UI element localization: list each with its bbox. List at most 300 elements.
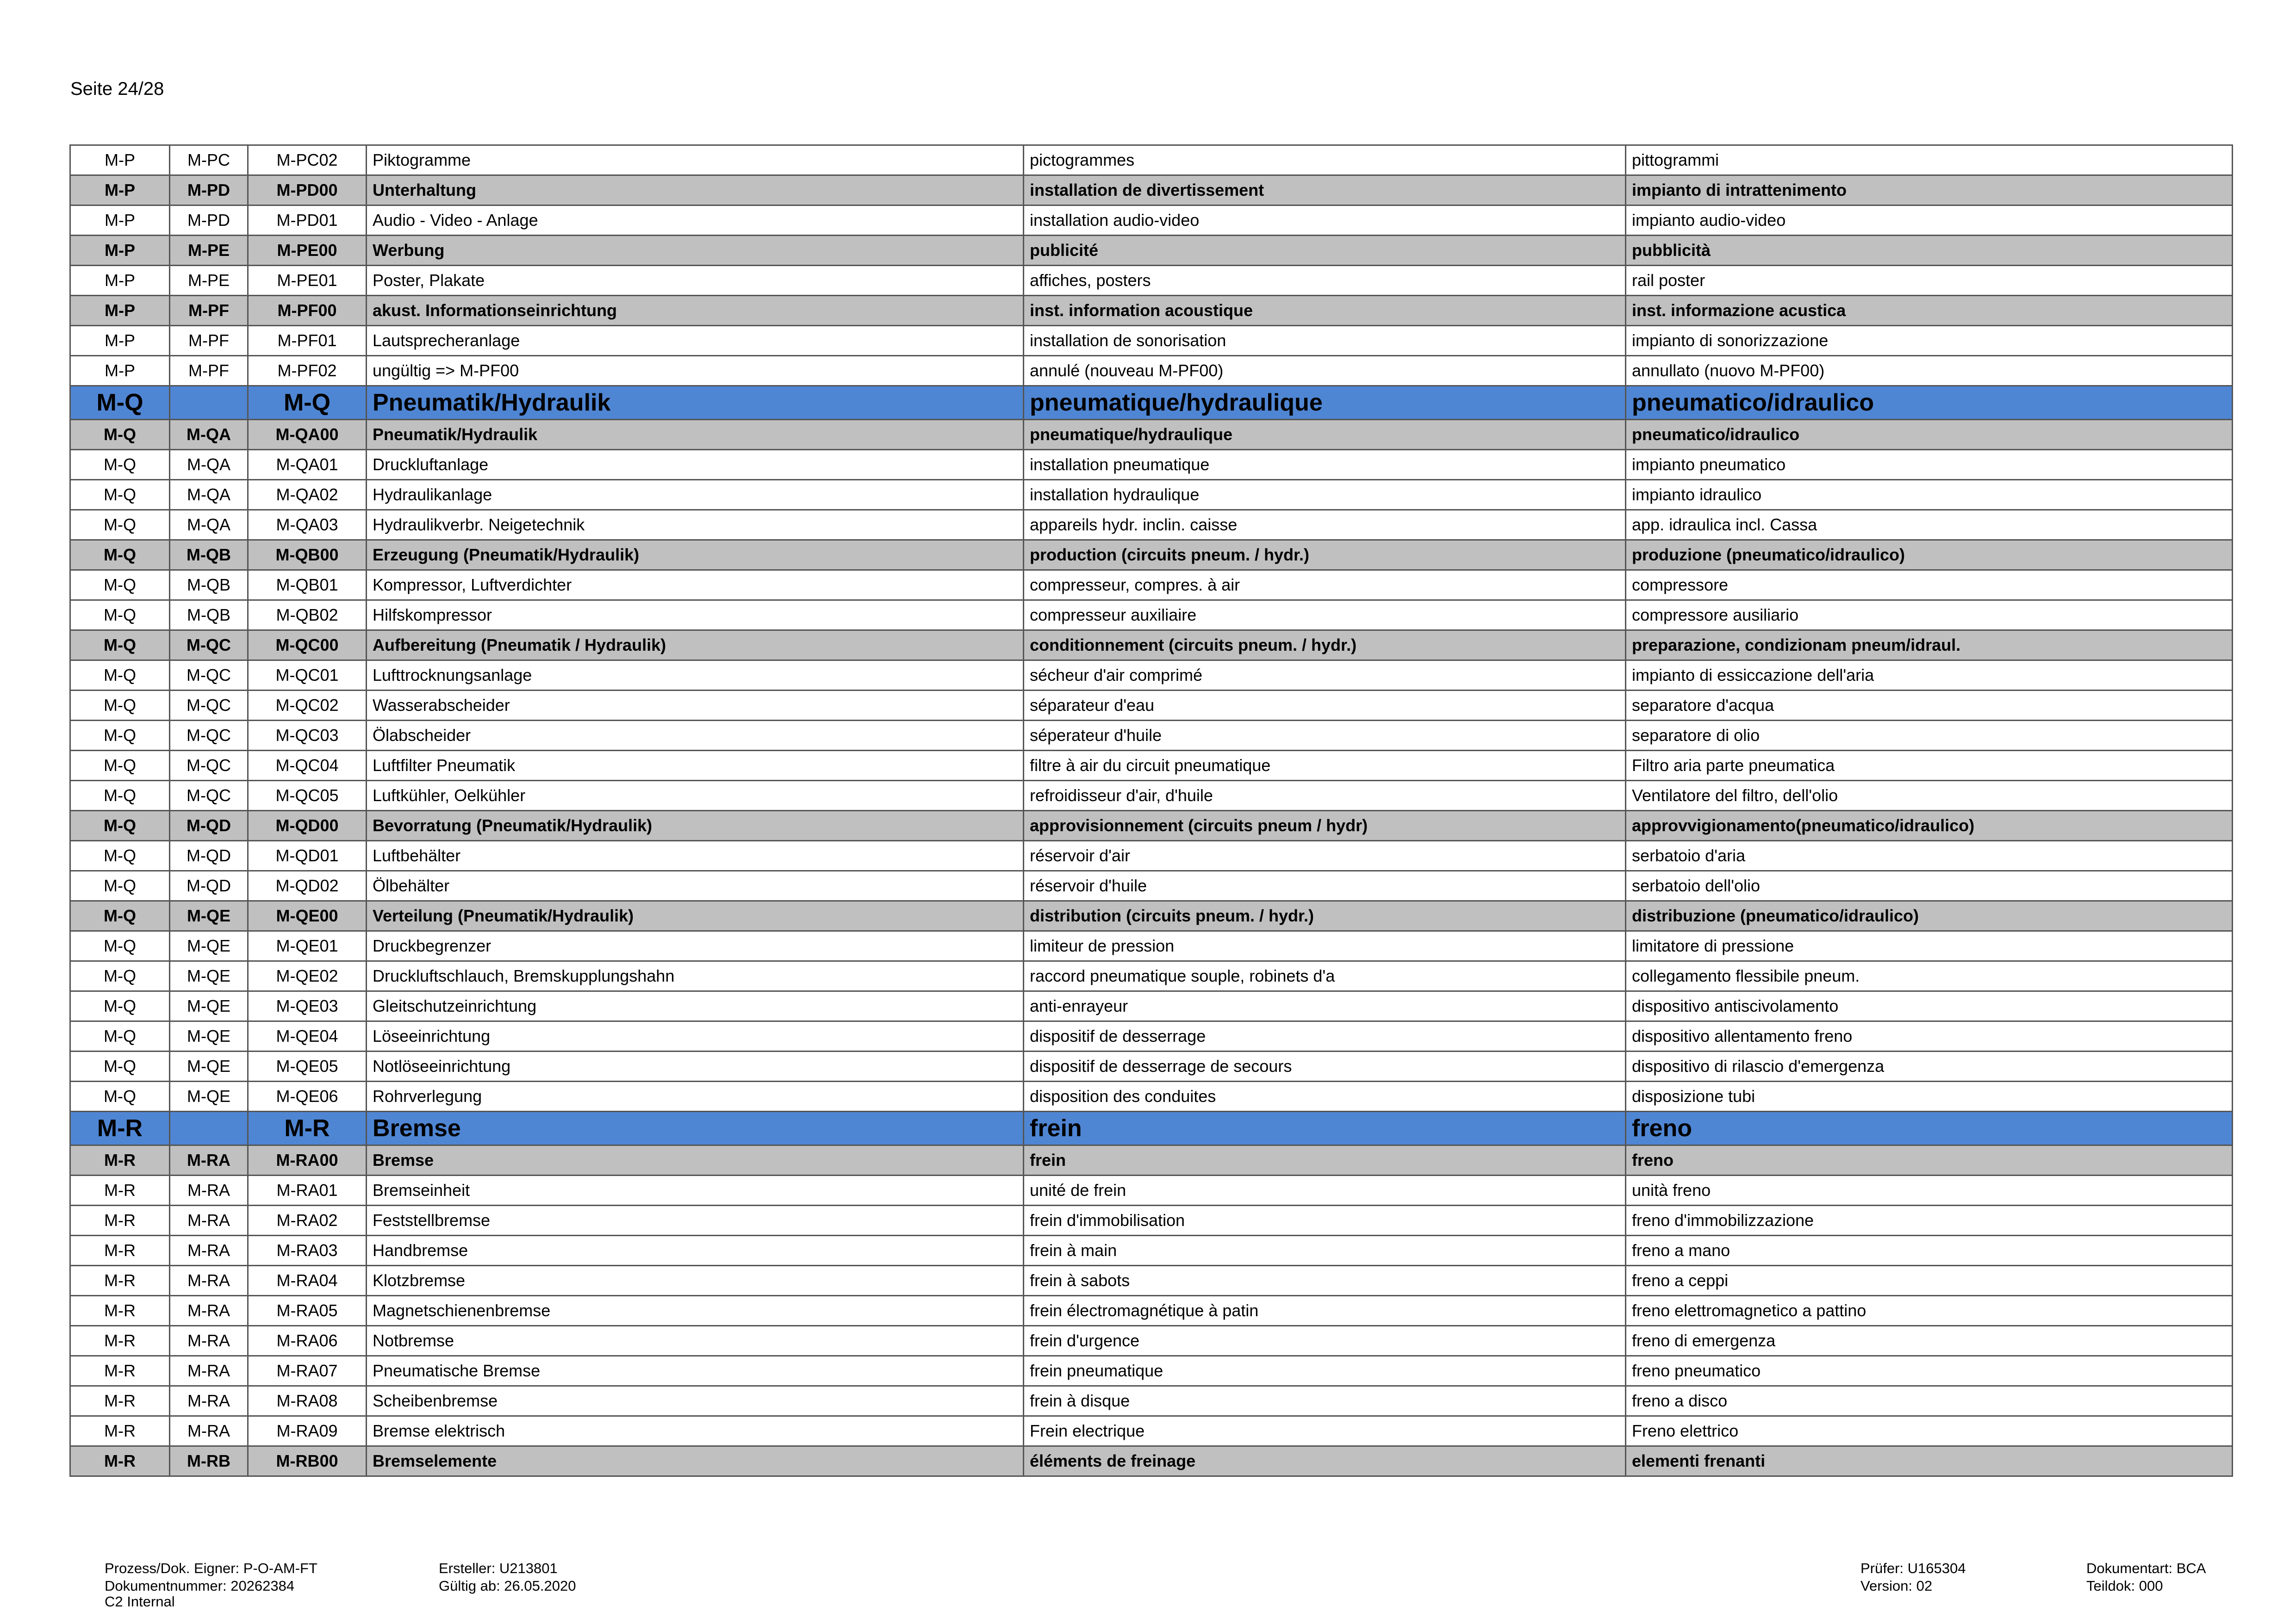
it-cell: app. idraulica incl. Cassa: [1626, 510, 2233, 540]
level2-cell: M-QA: [170, 510, 248, 540]
table-row: [70, 480, 2233, 510]
level1-cell: M-R: [70, 1206, 170, 1236]
level1-cell: M-P: [70, 296, 170, 326]
level1-cell: M-P: [70, 356, 170, 386]
code-cell: M-QD00: [248, 811, 367, 841]
level1-cell: M-R: [70, 1356, 170, 1386]
it-cell: collegamento flessibile pneum.: [1626, 961, 2233, 991]
level2-cell: M-RA: [170, 1416, 248, 1446]
fr-cell: publicité: [1024, 236, 1626, 266]
it-cell: freno: [1626, 1145, 2233, 1176]
code-cell: M-RA07: [248, 1356, 367, 1386]
code-cell: M-RA03: [248, 1236, 367, 1266]
level2-cell: M-QE: [170, 931, 248, 961]
level1-cell: M-Q: [70, 1052, 170, 1082]
level2-cell: M-QC: [170, 691, 248, 721]
level2-cell: M-RA: [170, 1326, 248, 1356]
code-cell: M-PD00: [248, 175, 367, 205]
de-cell: Pneumatische Bremse: [367, 1356, 1024, 1386]
level2-cell: [170, 386, 248, 420]
de-cell: Verteilung (Pneumatik/Hydraulik): [367, 901, 1024, 931]
fr-cell: dispositif de desserrage: [1024, 1021, 1626, 1052]
group-row: [70, 630, 2233, 660]
de-cell: Rohrverlegung: [367, 1082, 1024, 1112]
level1-cell: M-Q: [70, 781, 170, 811]
level2-cell: M-PF: [170, 326, 248, 356]
level1-cell: M-Q: [70, 600, 170, 630]
it-cell: pneumatico/idraulico: [1626, 386, 2233, 420]
it-cell: freno di emergenza: [1626, 1326, 2233, 1356]
de-cell: ungültig => M-PF00: [367, 356, 1024, 386]
table-row: [70, 1386, 2233, 1416]
code-cell: M-QE04: [248, 1021, 367, 1052]
code-cell: M-QA03: [248, 510, 367, 540]
it-cell: Ventilatore del filtro, dell'olio: [1626, 781, 2233, 811]
de-cell: Feststellbremse: [367, 1206, 1024, 1236]
de-cell: Erzeugung (Pneumatik/Hydraulik): [367, 540, 1024, 570]
document-footer: [0, 1560, 2296, 1620]
fr-cell: frein électromagnétique à patin: [1024, 1296, 1626, 1326]
level2-cell: M-QC: [170, 781, 248, 811]
fr-cell: dispositif de desserrage de secours: [1024, 1052, 1626, 1082]
footer-doc-type: Dokumentart: BCA: [2086, 1560, 2206, 1576]
code-cell: M-QB02: [248, 600, 367, 630]
level1-cell: M-P: [70, 266, 170, 296]
fr-cell: pneumatique/hydraulique: [1024, 420, 1626, 450]
section-row: [70, 1112, 2233, 1145]
it-cell: compressore: [1626, 570, 2233, 600]
de-cell: Hilfskompressor: [367, 600, 1024, 630]
it-cell: compressore ausiliario: [1626, 600, 2233, 630]
fr-cell: limiteur de pression: [1024, 931, 1626, 961]
level2-cell: M-RA: [170, 1296, 248, 1326]
level1-cell: M-R: [70, 1446, 170, 1476]
fr-cell: frein à main: [1024, 1236, 1626, 1266]
table-row: [70, 1021, 2233, 1052]
code-cell: M-PE01: [248, 266, 367, 296]
fr-cell: affiches, posters: [1024, 266, 1626, 296]
de-cell: Bremselemente: [367, 1446, 1024, 1476]
de-cell: Wasserabscheider: [367, 691, 1024, 721]
level2-cell: M-RA: [170, 1386, 248, 1416]
code-cell: M-RA04: [248, 1266, 367, 1296]
table-row: [70, 1176, 2233, 1206]
level1-cell: M-Q: [70, 1021, 170, 1052]
fr-cell: Frein electrique: [1024, 1416, 1626, 1446]
level1-cell: M-P: [70, 145, 170, 175]
table-row: [70, 356, 2233, 386]
it-cell: inst. informazione acustica: [1626, 296, 2233, 326]
level1-cell: M-R: [70, 1112, 170, 1145]
level2-cell: M-PC: [170, 145, 248, 175]
it-cell: freno elettromagnetico a pattino: [1626, 1296, 2233, 1326]
code-cell: M-QC02: [248, 691, 367, 721]
level1-cell: M-Q: [70, 901, 170, 931]
de-cell: Druckluftschlauch, Bremskupplungshahn: [367, 961, 1024, 991]
table-row: [70, 721, 2233, 751]
code-cell: M-PD01: [248, 205, 367, 236]
group-row: [70, 1145, 2233, 1176]
level2-cell: M-QD: [170, 871, 248, 901]
level2-cell: M-QA: [170, 480, 248, 510]
table-row: [70, 450, 2233, 480]
code-cell: M-PE00: [248, 236, 367, 266]
table-row: [70, 1236, 2233, 1266]
table-row: [70, 781, 2233, 811]
table-body: [70, 145, 2233, 1476]
de-cell: Pneumatik/Hydraulik: [367, 420, 1024, 450]
level1-cell: M-Q: [70, 871, 170, 901]
code-cell: M-PF02: [248, 356, 367, 386]
fr-cell: approvisionnement (circuits pneum / hydr): [1024, 811, 1626, 841]
code-cell: M-RA00: [248, 1145, 367, 1176]
level1-cell: M-Q: [70, 450, 170, 480]
level2-cell: M-QC: [170, 660, 248, 691]
de-cell: Poster, Plakate: [367, 266, 1024, 296]
de-cell: Druckbegrenzer: [367, 931, 1024, 961]
table-row: [70, 1326, 2233, 1356]
section-row: [70, 386, 2233, 420]
it-cell: impianto di essiccazione dell'aria: [1626, 660, 2233, 691]
level2-cell: M-QD: [170, 841, 248, 871]
fr-cell: distribution (circuits pneum. / hydr.): [1024, 901, 1626, 931]
level1-cell: M-Q: [70, 721, 170, 751]
level1-cell: M-Q: [70, 991, 170, 1021]
it-cell: rail poster: [1626, 266, 2233, 296]
fr-cell: refroidisseur d'air, d'huile: [1024, 781, 1626, 811]
table-row: [70, 1266, 2233, 1296]
level2-cell: M-QB: [170, 600, 248, 630]
footer-version: Version: 02: [1860, 1578, 1933, 1594]
de-cell: Gleitschutzeinrichtung: [367, 991, 1024, 1021]
level1-cell: M-R: [70, 1416, 170, 1446]
code-cell: M-QC05: [248, 781, 367, 811]
level2-cell: M-PE: [170, 236, 248, 266]
fr-cell: frein à sabots: [1024, 1266, 1626, 1296]
code-cell: M-RA08: [248, 1386, 367, 1416]
code-cell: M-QE02: [248, 961, 367, 991]
footer-author: Ersteller: U213801: [439, 1560, 558, 1576]
level2-cell: M-PD: [170, 175, 248, 205]
level1-cell: M-Q: [70, 931, 170, 961]
it-cell: elementi frenanti: [1626, 1446, 2233, 1476]
it-cell: impianto pneumatico: [1626, 450, 2233, 480]
level1-cell: M-Q: [70, 480, 170, 510]
it-cell: serbatoio d'aria: [1626, 841, 2233, 871]
fr-cell: éléments de freinage: [1024, 1446, 1626, 1476]
de-cell: Notlöseeinrichtung: [367, 1052, 1024, 1082]
it-cell: serbatoio dell'olio: [1626, 871, 2233, 901]
de-cell: Luftkühler, Oelkühler: [367, 781, 1024, 811]
code-cell: M-PC02: [248, 145, 367, 175]
code-cell: M-QC04: [248, 751, 367, 781]
level2-cell: [170, 1112, 248, 1145]
fr-cell: séparateur d'eau: [1024, 691, 1626, 721]
it-cell: approvvigionamento(pneumatico/idraulico): [1626, 811, 2233, 841]
table-row: [70, 570, 2233, 600]
footer-owner: Prozess/Dok. Eigner: P-O-AM-FT: [105, 1560, 317, 1576]
de-cell: Pneumatik/Hydraulik: [367, 386, 1024, 420]
code-cell: M-QD02: [248, 871, 367, 901]
level1-cell: M-Q: [70, 660, 170, 691]
level1-cell: M-Q: [70, 386, 170, 420]
it-cell: pittogrammi: [1626, 145, 2233, 175]
level1-cell: M-R: [70, 1176, 170, 1206]
it-cell: separatore d'acqua: [1626, 691, 2233, 721]
fr-cell: conditionnement (circuits pneum. / hydr.): [1024, 630, 1626, 660]
level1-cell: M-R: [70, 1326, 170, 1356]
group-row: [70, 296, 2233, 326]
level2-cell: M-QE: [170, 991, 248, 1021]
table-row: [70, 1356, 2233, 1386]
level2-cell: M-QB: [170, 540, 248, 570]
level2-cell: M-QC: [170, 751, 248, 781]
level2-cell: M-RA: [170, 1236, 248, 1266]
fr-cell: pneumatique/hydraulique: [1024, 386, 1626, 420]
it-cell: pneumatico/idraulico: [1626, 420, 2233, 450]
code-cell: M-R: [248, 1112, 367, 1145]
de-cell: Magnetschienenbremse: [367, 1296, 1024, 1326]
table-row: [70, 1206, 2233, 1236]
de-cell: akust. Informationseinrichtung: [367, 296, 1024, 326]
group-row: [70, 901, 2233, 931]
fr-cell: pictogrammes: [1024, 145, 1626, 175]
code-cell: M-RA06: [248, 1326, 367, 1356]
de-cell: Bevorratung (Pneumatik/Hydraulik): [367, 811, 1024, 841]
de-cell: Bremse elektrisch: [367, 1416, 1024, 1446]
fr-cell: installation audio-video: [1024, 205, 1626, 236]
level1-cell: M-Q: [70, 420, 170, 450]
footer-classification: C2 Internal: [105, 1593, 175, 1610]
group-row: [70, 1446, 2233, 1476]
code-cell: M-QE03: [248, 991, 367, 1021]
level1-cell: M-Q: [70, 570, 170, 600]
table-row: [70, 266, 2233, 296]
fr-cell: réservoir d'air: [1024, 841, 1626, 871]
level2-cell: M-QC: [170, 630, 248, 660]
de-cell: Piktogramme: [367, 145, 1024, 175]
fr-cell: installation de divertissement: [1024, 175, 1626, 205]
it-cell: impianto idraulico: [1626, 480, 2233, 510]
it-cell: pubblicità: [1626, 236, 2233, 266]
code-cell: M-PF00: [248, 296, 367, 326]
table-row: [70, 1296, 2233, 1326]
level1-cell: M-Q: [70, 841, 170, 871]
fr-cell: raccord pneumatique souple, robinets d'a: [1024, 961, 1626, 991]
fr-cell: installation pneumatique: [1024, 450, 1626, 480]
fr-cell: compresseur, compres. à air: [1024, 570, 1626, 600]
de-cell: Bremse: [367, 1112, 1024, 1145]
footer-doc-number: Dokumentnummer: 20262384: [105, 1578, 295, 1594]
level2-cell: M-RA: [170, 1176, 248, 1206]
code-cell: M-QA01: [248, 450, 367, 480]
level1-cell: M-R: [70, 1386, 170, 1416]
code-cell: M-RA09: [248, 1416, 367, 1446]
level1-cell: M-Q: [70, 751, 170, 781]
level1-cell: M-Q: [70, 811, 170, 841]
de-cell: Klotzbremse: [367, 1266, 1024, 1296]
fr-cell: appareils hydr. inclin. caisse: [1024, 510, 1626, 540]
it-cell: Freno elettrico: [1626, 1416, 2233, 1446]
it-cell: impianto di sonorizzazione: [1626, 326, 2233, 356]
de-cell: Aufbereitung (Pneumatik / Hydraulik): [367, 630, 1024, 660]
it-cell: freno pneumatico: [1626, 1356, 2233, 1386]
fr-cell: production (circuits pneum. / hydr.): [1024, 540, 1626, 570]
level2-cell: M-RB: [170, 1446, 248, 1476]
code-cell: M-QC01: [248, 660, 367, 691]
code-cell: M-QB01: [248, 570, 367, 600]
level1-cell: M-P: [70, 175, 170, 205]
it-cell: freno a ceppi: [1626, 1266, 2233, 1296]
de-cell: Luftbehälter: [367, 841, 1024, 871]
level1-cell: M-P: [70, 326, 170, 356]
level1-cell: M-R: [70, 1296, 170, 1326]
table-row: [70, 1052, 2233, 1082]
fr-cell: frein: [1024, 1112, 1626, 1145]
it-cell: limitatore di pressione: [1626, 931, 2233, 961]
fr-cell: installation hydraulique: [1024, 480, 1626, 510]
de-cell: Kompressor, Luftverdichter: [367, 570, 1024, 600]
footer-valid-from: Gültig ab: 26.05.2020: [439, 1578, 576, 1594]
table-row: [70, 1082, 2233, 1112]
it-cell: preparazione, condizionam pneum/idraul.: [1626, 630, 2233, 660]
it-cell: freno a disco: [1626, 1386, 2233, 1416]
de-cell: Unterhaltung: [367, 175, 1024, 205]
table-row: [70, 600, 2233, 630]
group-row: [70, 811, 2233, 841]
fr-cell: inst. information acoustique: [1024, 296, 1626, 326]
table-row: [70, 145, 2233, 175]
code-cell: M-RA01: [248, 1176, 367, 1206]
de-cell: Bremseinheit: [367, 1176, 1024, 1206]
it-cell: produzione (pneumatico/idraulico): [1626, 540, 2233, 570]
level1-cell: M-Q: [70, 961, 170, 991]
table-row: [70, 931, 2233, 961]
level1-cell: M-R: [70, 1145, 170, 1176]
it-cell: freno d'immobilizzazione: [1626, 1206, 2233, 1236]
code-cell: M-QA02: [248, 480, 367, 510]
code-cell: M-RB00: [248, 1446, 367, 1476]
level2-cell: M-RA: [170, 1206, 248, 1236]
level2-cell: M-PE: [170, 266, 248, 296]
table-row: [70, 660, 2233, 691]
it-cell: separatore di olio: [1626, 721, 2233, 751]
level2-cell: M-QC: [170, 721, 248, 751]
code-table: [69, 144, 2233, 1477]
table-row: [70, 326, 2233, 356]
fr-cell: anti-enrayeur: [1024, 991, 1626, 1021]
level2-cell: M-QB: [170, 570, 248, 600]
group-row: [70, 420, 2233, 450]
level1-cell: M-Q: [70, 540, 170, 570]
code-cell: M-RA05: [248, 1296, 367, 1326]
table-row: [70, 991, 2233, 1021]
de-cell: Notbremse: [367, 1326, 1024, 1356]
code-cell: M-RA02: [248, 1206, 367, 1236]
table-row: [70, 871, 2233, 901]
table-row: [70, 961, 2233, 991]
fr-cell: sécheur d'air comprimé: [1024, 660, 1626, 691]
table-row: [70, 205, 2233, 236]
fr-cell: compresseur auxiliaire: [1024, 600, 1626, 630]
fr-cell: annulé (nouveau M-PF00): [1024, 356, 1626, 386]
it-cell: impianto audio-video: [1626, 205, 2233, 236]
level1-cell: M-Q: [70, 630, 170, 660]
page-number: Seite 24/28: [70, 79, 164, 99]
group-row: [70, 175, 2233, 205]
fr-cell: disposition des conduites: [1024, 1082, 1626, 1112]
fr-cell: frein: [1024, 1145, 1626, 1176]
level1-cell: M-Q: [70, 1082, 170, 1112]
level2-cell: M-RA: [170, 1356, 248, 1386]
de-cell: Druckluftanlage: [367, 450, 1024, 480]
table-row: [70, 1416, 2233, 1446]
it-cell: annullato (nuovo M-PF00): [1626, 356, 2233, 386]
footer-part-doc: Teildok: 000: [2086, 1578, 2163, 1594]
code-cell: M-QE05: [248, 1052, 367, 1082]
fr-cell: filtre à air du circuit pneumatique: [1024, 751, 1626, 781]
fr-cell: frein d'immobilisation: [1024, 1206, 1626, 1236]
level2-cell: M-QA: [170, 450, 248, 480]
level2-cell: M-QE: [170, 961, 248, 991]
de-cell: Löseeinrichtung: [367, 1021, 1024, 1052]
level2-cell: M-QE: [170, 1021, 248, 1052]
de-cell: Ölbehälter: [367, 871, 1024, 901]
it-cell: dispositivo allentamento freno: [1626, 1021, 2233, 1052]
de-cell: Hydraulikverbr. Neigetechnik: [367, 510, 1024, 540]
code-cell: M-QB00: [248, 540, 367, 570]
level1-cell: M-Q: [70, 691, 170, 721]
it-cell: distribuzione (pneumatico/idraulico): [1626, 901, 2233, 931]
level2-cell: M-QE: [170, 1052, 248, 1082]
fr-cell: unité de frein: [1024, 1176, 1626, 1206]
de-cell: Hydraulikanlage: [367, 480, 1024, 510]
fr-cell: séperateur d'huile: [1024, 721, 1626, 751]
it-cell: disposizione tubi: [1626, 1082, 2233, 1112]
footer-reviewer: Prüfer: U165304: [1860, 1560, 1966, 1576]
it-cell: dispositivo antiscivolamento: [1626, 991, 2233, 1021]
de-cell: Scheibenbremse: [367, 1386, 1024, 1416]
it-cell: impianto di intrattenimento: [1626, 175, 2233, 205]
code-cell: M-QD01: [248, 841, 367, 871]
it-cell: dispositivo di rilascio d'emergenza: [1626, 1052, 2233, 1082]
code-cell: M-QE00: [248, 901, 367, 931]
de-cell: Ölabscheider: [367, 721, 1024, 751]
table-row: [70, 751, 2233, 781]
level2-cell: M-PD: [170, 205, 248, 236]
it-cell: freno: [1626, 1112, 2233, 1145]
code-cell: M-QC03: [248, 721, 367, 751]
code-cell: M-QE01: [248, 931, 367, 961]
fr-cell: frein d'urgence: [1024, 1326, 1626, 1356]
table-row: [70, 841, 2233, 871]
de-cell: Audio - Video - Anlage: [367, 205, 1024, 236]
it-cell: unità freno: [1626, 1176, 2233, 1206]
table-row: [70, 510, 2233, 540]
code-cell: M-PF01: [248, 326, 367, 356]
level2-cell: M-QD: [170, 811, 248, 841]
level2-cell: M-PF: [170, 296, 248, 326]
level1-cell: M-P: [70, 205, 170, 236]
de-cell: Bremse: [367, 1145, 1024, 1176]
table-row: [70, 691, 2233, 721]
it-cell: freno a mano: [1626, 1236, 2233, 1266]
level2-cell: M-RA: [170, 1145, 248, 1176]
level1-cell: M-P: [70, 236, 170, 266]
group-row: [70, 540, 2233, 570]
level1-cell: M-Q: [70, 510, 170, 540]
level1-cell: M-R: [70, 1266, 170, 1296]
